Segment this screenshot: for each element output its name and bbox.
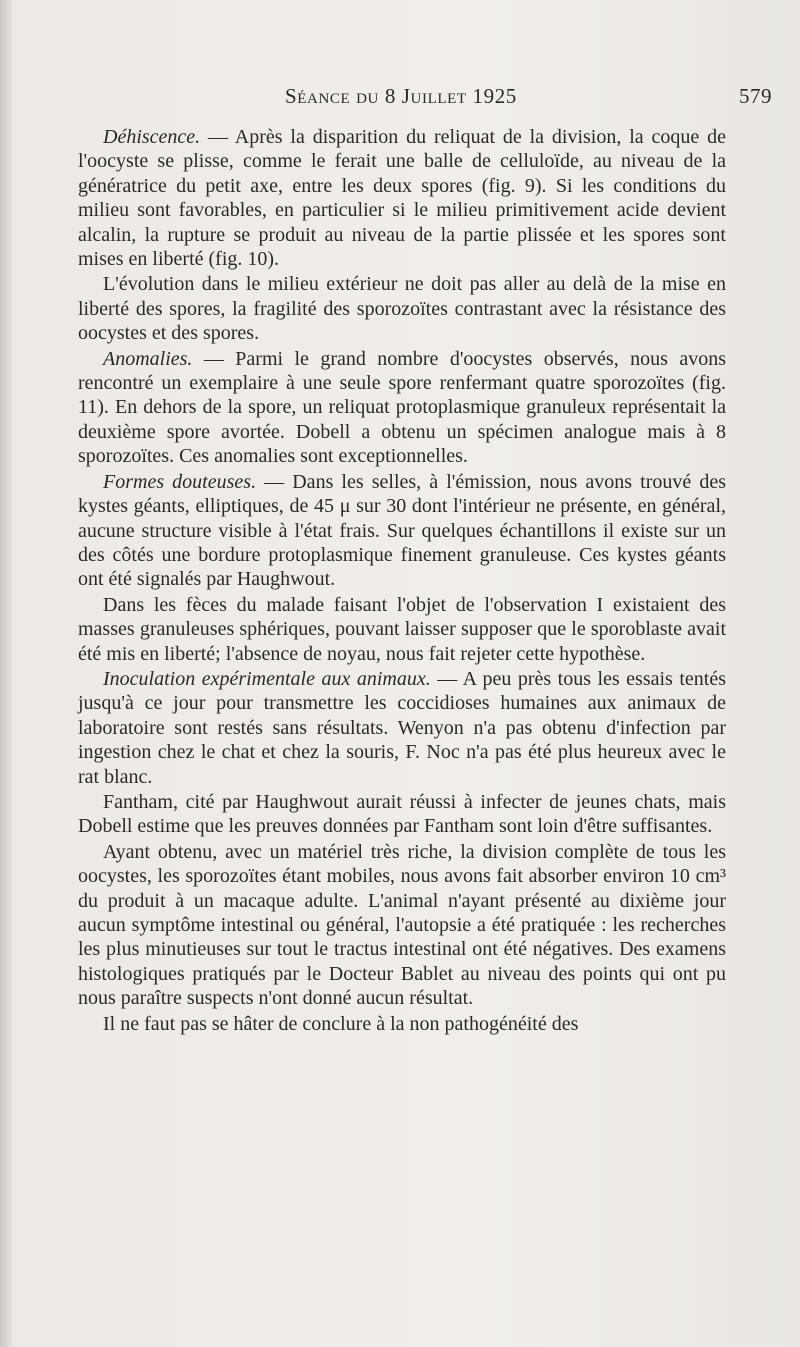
paragraph <box>78 272 726 345</box>
binding-gutter <box>0 0 12 1347</box>
paragraph-text: Dans les fèces du malade faisant l'objet de l'observation I existaient des masses granuleuses sphériques, pouvant laisser supposer que le sporoblaste avait été mis en liberté; l'absence de noyau, nous fait rejeter cette hypothèse. <box>78 593 726 665</box>
paragraph-heading: Inoculation expérimentale aux animaux. <box>103 667 431 690</box>
paragraph <box>78 840 726 1011</box>
running-title: Séance du 8 Juillet 1925 <box>285 84 517 108</box>
paragraph-text: L'évolution dans le milieu extérieur ne doit pas aller au delà de la mise en liberté des spores, la fragilité des sporozoïtes contrastant avec la résistance des oocystes et des spores. <box>78 273 726 345</box>
paragraph-text: — Parmi le grand nombre d'oocystes observés, nous avons rencontré un exemplaire à une seule spore renfermant quatre sporozoïtes (fig. 11). En dehors de la spore, un reliquat protoplasmique granuleux représentait la deuxième spore avortée. Dobell a obtenu un spécimen analogue mais à 8 sporozoïtes. Ces anomalies sont exceptionnelles. <box>78 347 726 468</box>
paragraph <box>78 125 726 271</box>
paragraph <box>78 667 726 789</box>
paragraph-text: Fantham, cité par Haughwout aurait réussi à infecter de jeunes chats, mais Dobell estime que les preuves données par Fantham sont loin d'être suffisantes. <box>78 790 726 838</box>
paragraph-text: Ayant obtenu, avec un matériel très riche, la division complète de tous les oocystes, les sporozoïtes étant mobiles, nous avons fait absorber environ 10 cm³ du produit à un macaque adulte. L'animal n'ayant présenté au dixième jour aucun symptôme intestinal ou général, l'autopsie a été pratiquée : les recherches les plus minutieuses sur tout le tractus intestinal ont été négatives. Des examens histologiques pratiqués par le Docteur Bablet au niveau des points qui ont pu nous paraître suspects n'ont donné aucun résultat. <box>78 840 726 1010</box>
paragraph <box>78 470 726 592</box>
page-number: 579 <box>739 84 772 108</box>
paragraph <box>78 347 726 469</box>
body-text <box>78 125 726 1036</box>
paragraph-text: Il ne faut pas se hâter de conclure à la non pathogénéité des <box>103 1012 579 1035</box>
paragraph-text: — A peu près tous les essais tentés jusqu'à ce jour pour transmettre les coccidioses humaines aux animaux de laboratoire sont restés sans résultats. Wenyon n'a pas obtenu d'infection par ingestion chez le chat et chez la souris, F. Noc n'a pas été plus heureux avec le rat blanc. <box>78 667 726 788</box>
paragraph <box>78 1012 726 1036</box>
paragraph-text: — Après la disparition du reliquat de la division, la coque de l'oocyste se plisse, comme le ferait une balle de celluloïde, au niveau de la génératrice du petit axe, entre les deux spores (fig. 9). Si les conditions du milieu sont favorables, en particulier si le milieu primitivement acide devient alcalin, la rupture se produit au niveau de la partie plissée et les spores sont mises en liberté (fig. 10). <box>78 126 726 271</box>
paragraph-heading: Formes douteuses. <box>103 470 257 493</box>
paragraph <box>78 790 726 839</box>
running-header <box>80 84 780 114</box>
paragraph <box>78 593 726 666</box>
paragraph-heading: Déhiscence. <box>103 126 201 148</box>
paragraph-text: — Dans les selles, à l'émission, nous avons trouvé des kystes géants, elliptiques, de 45 μ sur 30 dont l'intérieur ne présente, en général, aucune structure visible à l'état frais. Sur quelques échantillons il existe sur un des côtés une bordure protoplasmique finement granuleuse. Ces kystes géants ont été signalés par Haughwout. <box>78 470 727 591</box>
paragraph-heading: Anomalies. <box>103 347 193 370</box>
